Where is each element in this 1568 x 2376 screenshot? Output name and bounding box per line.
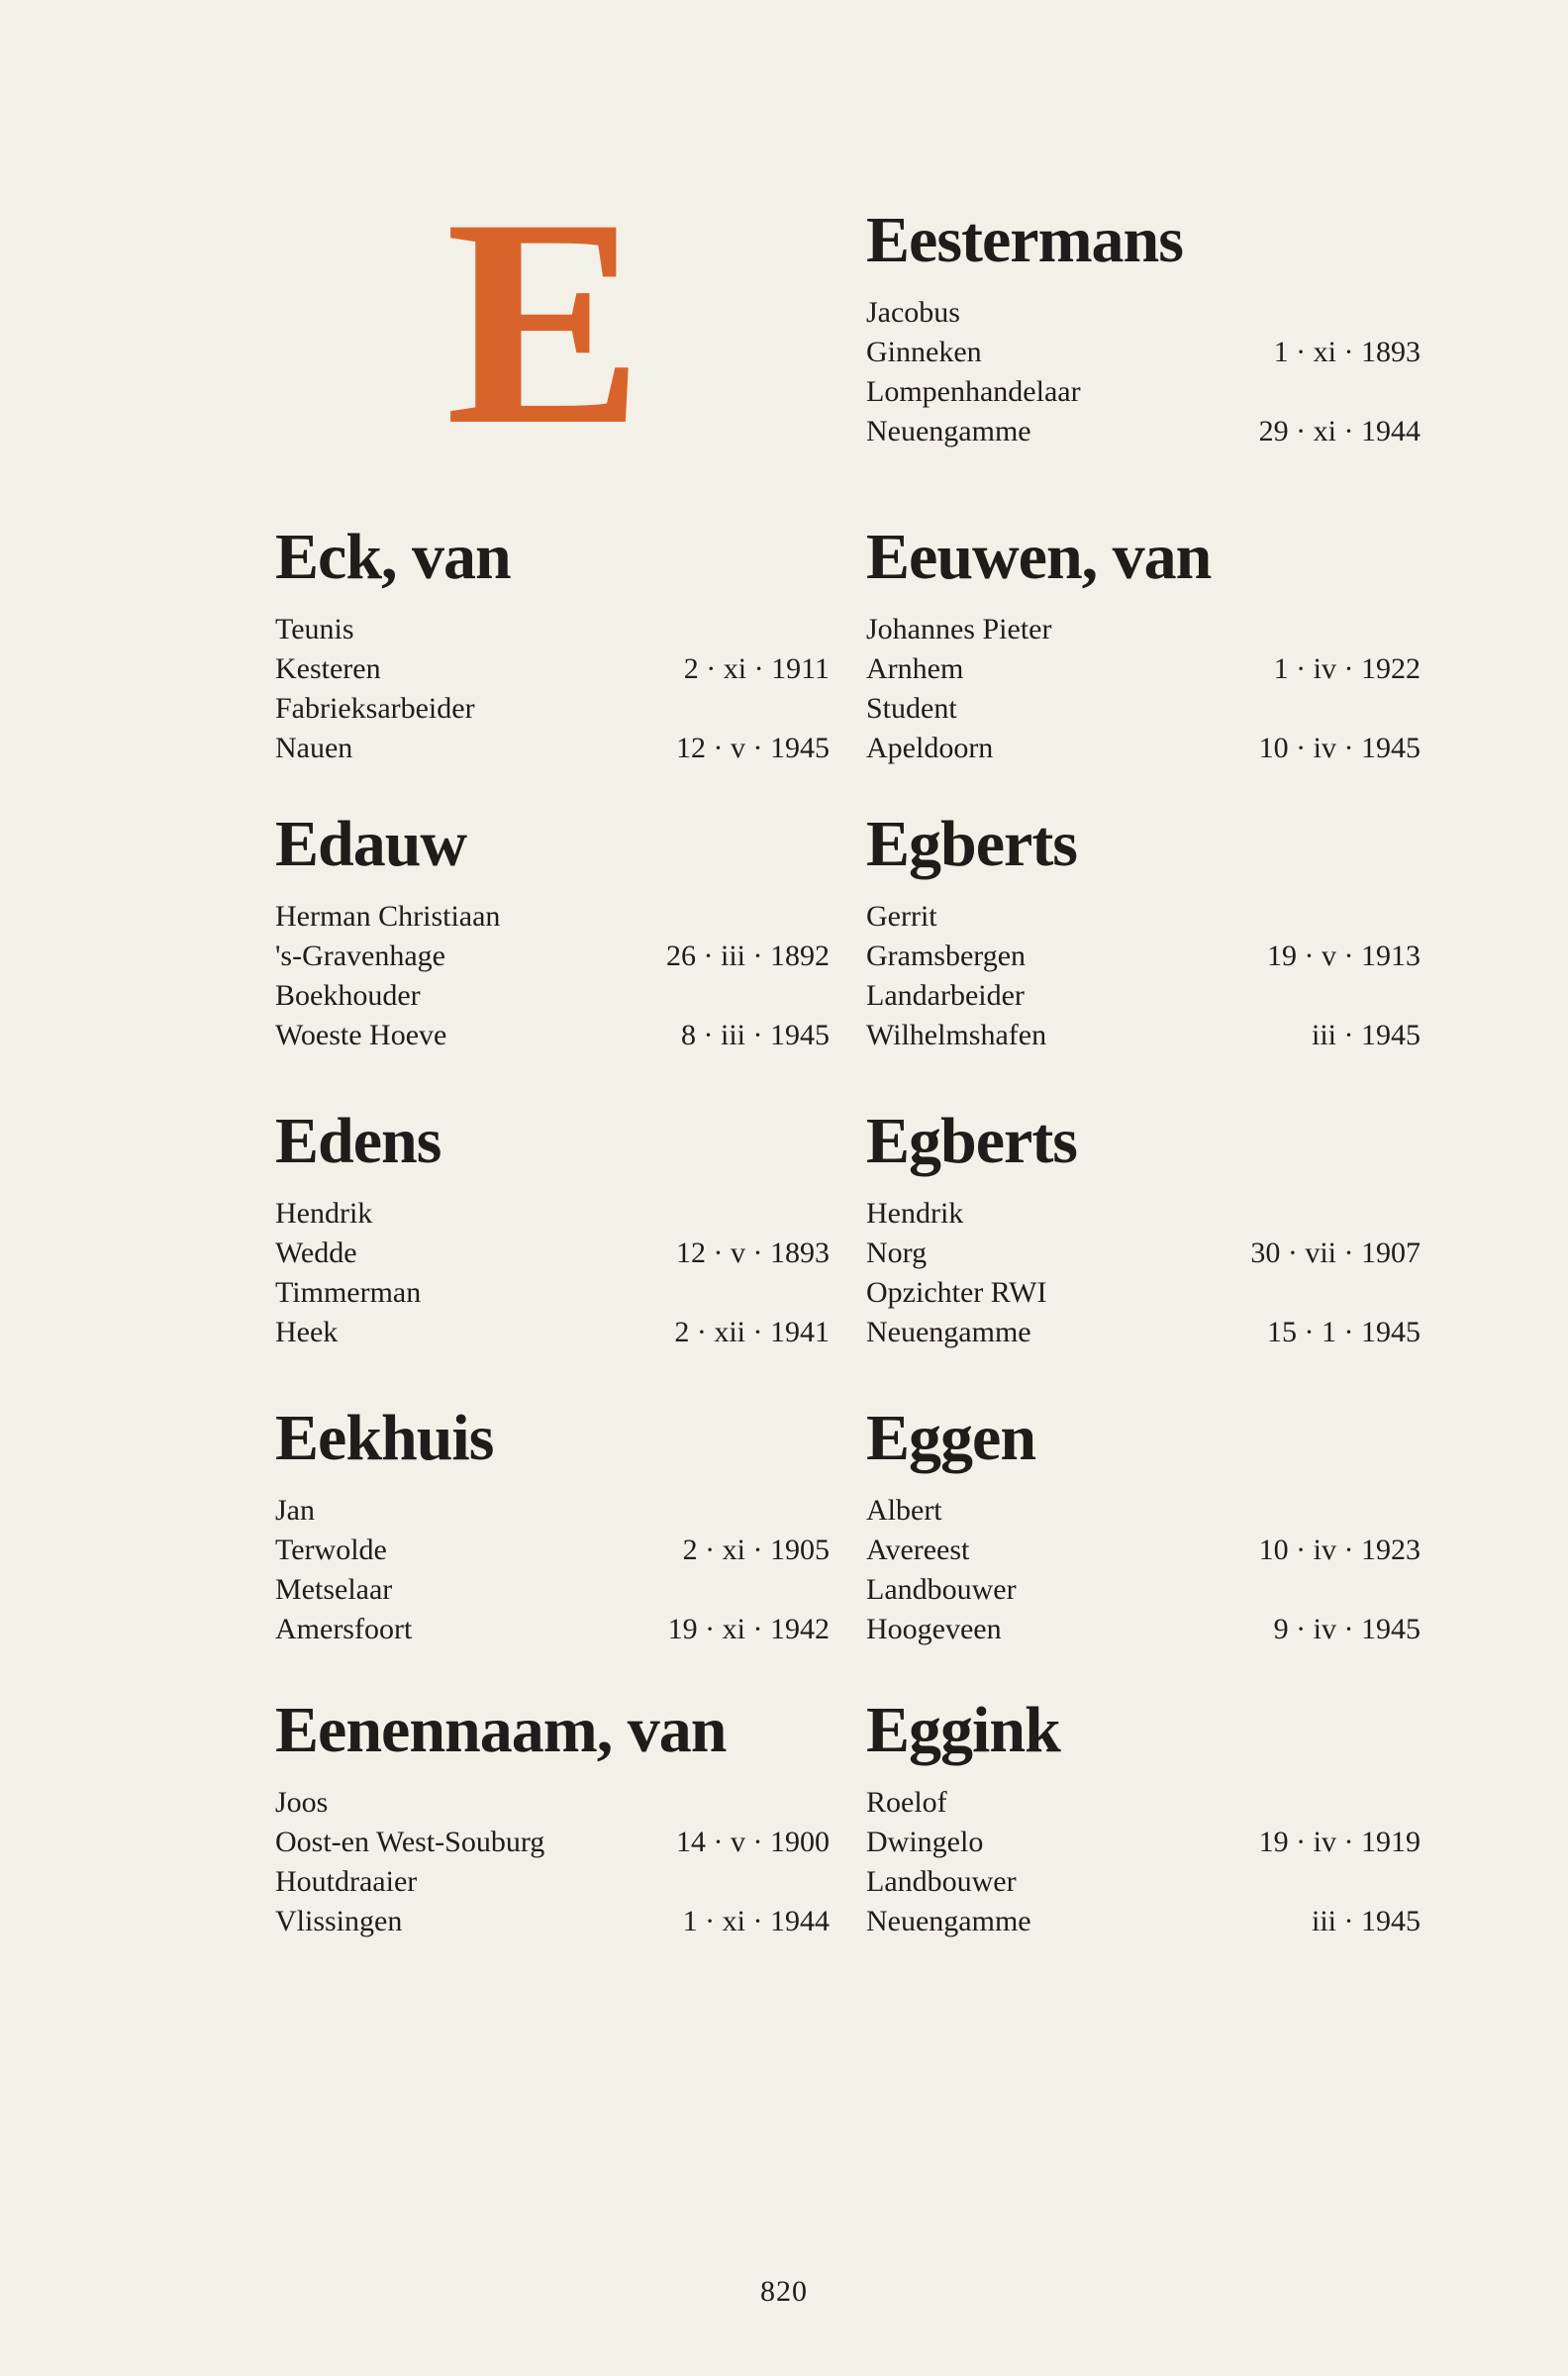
surname-heading: Egberts [866,808,1077,880]
given-name: Teunis [275,613,354,645]
birth-date: 10 · iv · 1923 [1258,1534,1421,1566]
entry-eck-van [275,521,830,768]
birth-date: 2 · xi · 1905 [682,1534,830,1566]
surname-heading: Eggink [866,1694,1060,1766]
entry-eenennaam-van [275,1694,830,1941]
given-name: Albert [866,1494,942,1527]
surname-heading: Eggen [866,1402,1036,1474]
occupation: Student [866,692,957,725]
surname-heading: Edauw [275,808,467,880]
death-place: Nauen [275,732,353,764]
birth-place: Dwingelo [866,1826,984,1858]
death-date: 29 · xi · 1944 [1258,415,1421,447]
birth-place: Terwolde [275,1534,387,1566]
given-name: Hendrik [866,1197,964,1230]
entry-eestermans [866,204,1421,451]
birth-date: 26 · iii · 1892 [666,940,830,972]
death-place: Hoogeveen [866,1613,1002,1645]
surname-heading: Eekhuis [275,1402,494,1474]
occupation: Landarbeider [866,979,1025,1012]
entry-eeuwen-van [866,521,1421,768]
occupation: Landbouwer [866,1573,1017,1606]
surname-heading: Eenennaam, van [275,1694,727,1766]
death-place: Apeldoorn [866,732,994,764]
death-date: 12 · v · 1945 [676,732,830,764]
birth-place: Oost-en West-Souburg [275,1826,545,1858]
birth-place: Arnhem [866,652,964,685]
death-place: Neuengamme [866,1316,1031,1348]
birth-place: Gramsbergen [866,940,1027,972]
surname-heading: Edens [275,1105,441,1177]
birth-date: 19 · iv · 1919 [1258,1826,1421,1858]
occupation: Boekhouder [275,979,421,1012]
death-date: 8 · iii · 1945 [681,1019,830,1051]
birth-date: 1 · iv · 1922 [1273,652,1421,685]
birth-date: 14 · v · 1900 [676,1826,830,1858]
entry-eggink [866,1694,1421,1941]
death-place: Neuengamme [866,1905,1031,1937]
occupation: Opzichter RWI [866,1276,1047,1309]
occupation: Houtdraaier [275,1865,418,1898]
entry-eekhuis [275,1402,830,1649]
birth-date: 2 · xi · 1911 [683,652,830,685]
entry-edauw [275,808,830,1055]
birth-date: 1 · xi · 1893 [1273,336,1421,368]
given-name: Hendrik [275,1197,373,1230]
death-place: Wilhelmshafen [866,1019,1047,1051]
occupation: Timmerman [275,1276,422,1309]
death-place: Neuengamme [866,415,1031,447]
death-place: Amersfoort [275,1613,413,1645]
birth-date: 12 · v · 1893 [676,1237,830,1269]
entry-egberts-hendrik [866,1105,1421,1352]
occupation: Metselaar [275,1573,393,1606]
occupation: Fabrieksarbeider [275,692,475,725]
death-place: Woeste Hoeve [275,1019,447,1051]
entry-egberts-gerrit [866,808,1421,1055]
entry-edens [275,1105,830,1352]
entry-eggen [866,1402,1421,1649]
birth-place: Kesteren [275,652,381,685]
birth-place: Norg [866,1237,928,1269]
birth-date: 30 · vii · 1907 [1250,1237,1421,1269]
given-name: Gerrit [866,900,937,933]
given-name: Joos [275,1786,329,1819]
occupation: Landbouwer [866,1865,1017,1898]
death-place: Heek [275,1316,339,1348]
birth-place: Avereest [866,1534,970,1566]
given-name: Johannes Pieter [866,613,1052,645]
death-date: 2 · xii · 1941 [674,1316,830,1348]
given-name: Herman Christiaan [275,900,501,933]
decorative-initial-letter: E [444,157,640,486]
death-date: 19 · xi · 1942 [667,1613,830,1645]
birth-place: 's-Gravenhage [275,940,445,972]
birth-place: Wedde [275,1237,357,1269]
death-date: 10 · iv · 1945 [1258,732,1421,764]
death-place: Vlissingen [275,1905,403,1937]
given-name: Jan [275,1494,315,1527]
given-name: Roelof [866,1786,947,1819]
birth-date: 19 · v · 1913 [1267,940,1421,972]
surname-heading: Eeuwen, van [866,521,1212,593]
death-date: 9 · iv · 1945 [1273,1613,1421,1645]
occupation: Lompenhandelaar [866,375,1081,408]
page-number: 820 [760,2275,808,2308]
surname-heading: Eestermans [866,204,1183,276]
surname-heading: Eck, van [275,521,511,593]
death-date: 1 · xi · 1944 [682,1905,830,1937]
given-name: Jacobus [866,296,960,329]
birth-place: Ginneken [866,336,982,368]
death-date: iii · 1945 [1312,1019,1421,1051]
death-date: 15 · 1 · 1945 [1267,1316,1421,1348]
death-date: iii · 1945 [1312,1905,1421,1937]
surname-heading: Egberts [866,1105,1077,1177]
